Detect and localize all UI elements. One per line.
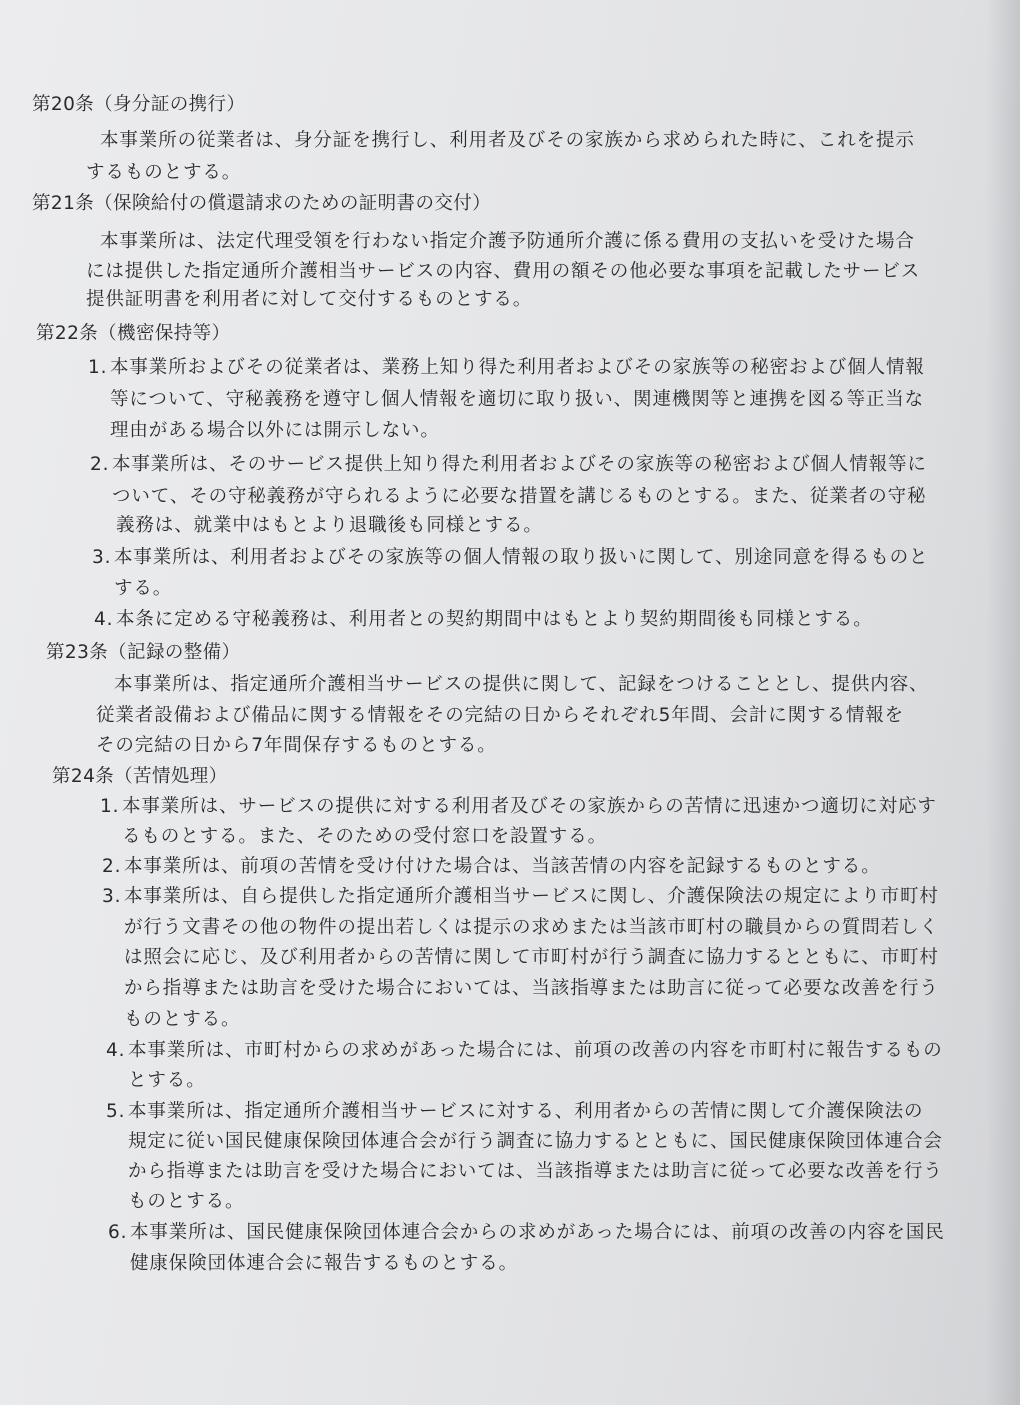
item-line: 本事業所は、そのサービス提供上知り得た利用者およびその家族等の秘密および個人情報等に	[112, 454, 927, 475]
article-heading: 第24条（苦情処理）	[52, 766, 228, 787]
item-line: ものとする。	[128, 1191, 245, 1212]
body-line: 従業者設備および備品に関する情報をその完結の日からそれぞれ5年間、会計に関する情報を	[96, 705, 905, 726]
item-number: 4.	[106, 1040, 126, 1061]
item-line: 本事業所は、サービスの提供に対する利用者及びその家族からの苦情に迅速かつ適切に対応す	[122, 796, 937, 817]
article-heading: 第22条（機密保持等）	[36, 323, 231, 344]
item-line: から指導または助言を受けた場合においては、当該指導または助言に従って必要な改善を行う	[128, 1161, 943, 1182]
item-number: 3.	[92, 547, 112, 568]
item-line: 本事業所は、国民健康保険団体連合会からの求めがあった場合には、前項の改善の内容を国民	[130, 1222, 945, 1243]
item-line: 義務は、就業中はもとより退職後も同様とする。	[116, 515, 543, 536]
item-line: は照会に応じ、及び利用者からの苦情に関して市町村が行う調査に協力するとともに、市町村	[124, 947, 939, 968]
item-line: 本事業所は、指定通所介護相当サービスに対する、利用者からの苦情に関して介護保険法の	[128, 1101, 924, 1122]
item-line: が行う文書その他の物件の提出若しくは提示の求めまたは当該市町村の職員からの質問若しく	[124, 917, 939, 938]
item-line: 健康保険団体連合会に報告するものとする。	[130, 1253, 519, 1274]
page-edge-shadow	[986, 0, 1020, 1405]
body-line: には提供した指定通所介護相当サービスの内容、費用の額その他必要な事項を記載したサービス	[86, 261, 921, 282]
body-line: するものとする。	[86, 162, 242, 183]
item-number: 2.	[102, 856, 122, 877]
body-line: その完結の日から7年間保存するものとする。	[96, 735, 497, 756]
item-number: 6.	[108, 1222, 128, 1243]
item-line: 等について、守秘義務を遵守し個人情報を適切に取り扱い、関連機関等と連携を図る等正当な	[110, 389, 925, 410]
item-line: 本事業所は、市町村からの求めがあった場合には、前項の改善の内容を市町村に報告するもの	[128, 1040, 943, 1061]
body-line: 本事業所は、指定通所介護相当サービスの提供に関して、記録をつけることとし、提供内容、	[114, 674, 929, 695]
article-heading: 第20条（身分証の携行）	[32, 94, 246, 115]
item-line: 本事業所は、自ら提供した指定通所介護相当サービスに関し、介護保険法の規定により市町村	[124, 886, 939, 907]
item-line: 本条に定める守秘義務は、利用者との契約期間中はもとより契約期間後も同様とする。	[116, 609, 873, 630]
body-line: 本事業所の従業者は、身分証を携行し、利用者及びその家族から求められた時に、これを提示	[100, 130, 915, 151]
item-line: 本事業所は、前項の苦情を受け付けた場合は、当該苦情の内容を記録するものとする。	[124, 856, 881, 877]
item-line: する。	[114, 578, 173, 599]
item-number: 2.	[90, 454, 110, 475]
item-line: 本事業所は、利用者およびその家族等の個人情報の取り扱いに関して、別途同意を得るものと	[114, 547, 929, 568]
body-line: 提供証明書を利用者に対して交付するものとする。	[86, 289, 533, 310]
article-heading: 第23条（記録の整備）	[46, 642, 241, 663]
item-line: ついて、その守秘義務が守られるように必要な措置を講じるものとする。また、従業者の守秘	[112, 486, 927, 507]
item-line: ものとする。	[124, 1009, 241, 1030]
article-heading: 第21条（保険給付の償還請求のための証明書の交付）	[32, 193, 492, 214]
item-number: 1.	[88, 357, 108, 378]
item-line: とする。	[128, 1070, 206, 1091]
body-line: 本事業所は、法定代理受領を行わない指定介護予防通所介護に係る費用の支払いを受けた場合	[100, 231, 915, 252]
item-number: 5.	[106, 1101, 126, 1122]
item-line: 本事業所およびその従業者は、業務上知り得た利用者およびその家族等の秘密および個人情報	[110, 357, 925, 378]
item-number: 4.	[94, 609, 114, 630]
item-line: 理由がある場合以外には開示しない。	[110, 420, 440, 441]
item-number: 3.	[102, 886, 122, 907]
item-line: から指導または助言を受けた場合においては、当該指導または助言に従って必要な改善を行う	[124, 978, 939, 999]
item-line: 規定に従い国民健康保険団体連合会が行う調査に協力するとともに、国民健康保険団体連合会	[128, 1131, 943, 1152]
item-line: るものとする。また、そのための受付窓口を設置する。	[122, 826, 608, 847]
item-number: 1.	[100, 796, 120, 817]
